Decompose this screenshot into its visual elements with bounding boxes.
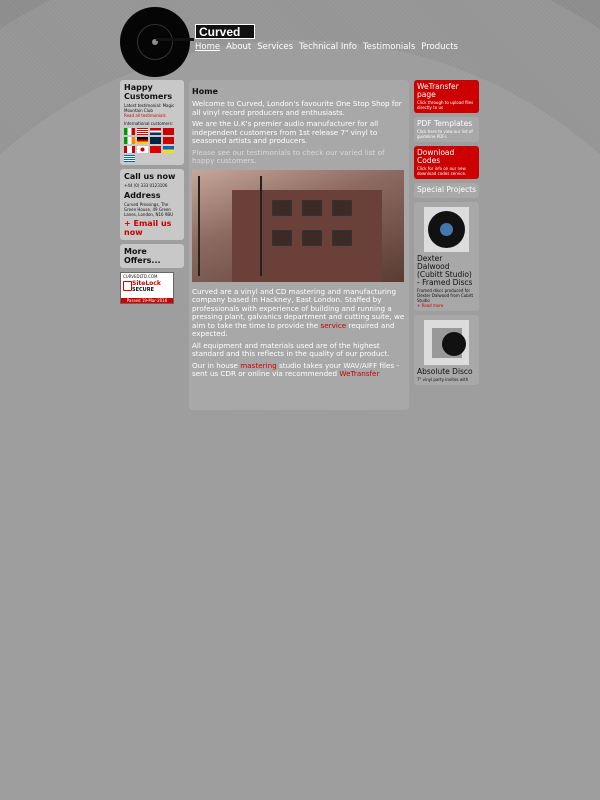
call-us-title: Call us now (124, 172, 176, 181)
download-codes-title: Download Codes (417, 148, 455, 165)
premier-paragraph: We are the U.K's premier audio manufacturer for all independent customers from 1st release 7" vinyl to seasoned artists and producers. (192, 119, 379, 145)
mastering-link[interactable]: mastering (240, 360, 277, 370)
flag-uk-icon (150, 137, 161, 144)
read-testimonials-link[interactable]: Read all testimonials (124, 113, 166, 118)
product-title: Dexter Dalwood (Cubitt Studio) - Framed Discs (417, 254, 473, 287)
left-sidebar (120, 80, 184, 304)
product-title: Absolute Disco (417, 367, 473, 376)
page-title: Home (192, 87, 218, 96)
read-more-link[interactable]: + Read more (417, 303, 444, 308)
flag-japan-icon (137, 146, 148, 153)
flag-greece-icon (124, 155, 135, 162)
flag-norway-icon (163, 137, 174, 144)
nav-home[interactable]: Home (195, 42, 221, 52)
product-card[interactable] (414, 315, 479, 385)
framed-disc-image (424, 207, 469, 252)
wetransfer-desc: Click through to upload files directly to us (417, 100, 474, 110)
nav-technical-info[interactable]: Technical Info (299, 42, 357, 52)
flag-germany-icon (137, 137, 148, 144)
sitelock-url: CURVEDLTD.COM (123, 274, 158, 279)
pdf-templates-title: PDF Templates (417, 119, 473, 128)
vinyl-sleeve-image (424, 320, 469, 365)
email-us-link[interactable]: + Email us now (124, 219, 172, 237)
right-sidebar (414, 80, 479, 389)
wetransfer-link[interactable]: WeTransfer (339, 369, 380, 378)
flag-netherlands-icon (150, 128, 161, 135)
building-photo (192, 170, 404, 282)
product-desc: Framed discs produced for Dexter Dalwood from Cubitt Studio (417, 288, 474, 303)
sitelock-badge[interactable] (120, 272, 174, 304)
pdf-templates-box[interactable] (414, 117, 479, 142)
nav-services[interactable]: Services (257, 42, 294, 52)
intro-paragraph: Welcome to Curved, London's favourite One Stop Shop for all vinyl record producers and enthusiasts. (192, 99, 402, 117)
download-codes-desc: Click for info on our new download codes service. (417, 166, 467, 176)
main-nav (195, 42, 458, 52)
main-content (189, 80, 409, 410)
about-paragraph: Curved are a vinyl and CD mastering and manufacturing company based in Hackney, East London. Staffed by professionals with experience of building and running a pressing plant, galvanics department and cutting suite, we aim to take the time to provide the service required and expected. (192, 286, 405, 338)
equipment-paragraph: All equipment and materials used are of the highest standard and this reflects in the quality of our product. (192, 340, 390, 358)
address-title: Address (124, 191, 161, 200)
phone-number[interactable]: +44 (0) 333 0123106 (124, 183, 168, 188)
testimonials-paragraph: Please see our testimonials to check our varied list of happy customers. (192, 147, 385, 165)
flag-italy-icon (124, 128, 135, 135)
country-flags (124, 128, 180, 162)
mastering-paragraph: Our in house mastering studio takes your WAV/AIFF files - sent us CDR or online via recommended WeTransfer (192, 360, 400, 378)
flag-ukraine-icon (163, 146, 174, 153)
pdf-templates-desc: Click here to view our list of guideline PDFs (417, 129, 473, 139)
nav-about[interactable]: About (226, 42, 252, 52)
flag-denmark-icon (163, 128, 174, 135)
product-desc: 7" vinyl party invites with (417, 377, 469, 382)
flag-ireland-icon (124, 137, 135, 144)
latest-testimonial[interactable]: Latest testimonial: Magic Mountain Club (124, 103, 175, 113)
address-text: Curved Pressings, The Green House, 49 Green Lanes, London, N16 9BU (124, 202, 174, 217)
sitelock-passed: Passed 19-Mar-2016 (121, 298, 173, 303)
nav-products[interactable]: Products (421, 42, 458, 52)
flag-usa-icon (137, 128, 148, 135)
special-projects-box[interactable] (414, 183, 479, 198)
brand-logo[interactable]: Curved (195, 24, 255, 39)
happy-customers-title: Happy Customers (124, 83, 173, 101)
nav-testimonials[interactable]: Testimonials (362, 42, 416, 52)
wetransfer-box[interactable] (414, 80, 479, 113)
more-offers-link[interactable]: More Offers... (120, 244, 184, 268)
service-link[interactable]: service (320, 320, 347, 330)
international-label: International customers: (124, 121, 174, 126)
contact-box (120, 169, 184, 240)
product-card[interactable] (414, 202, 479, 311)
download-codes-box[interactable] (414, 146, 479, 179)
lock-icon (123, 281, 132, 291)
wetransfer-title: WeTransfer page (417, 82, 459, 99)
flag-canada-icon (124, 146, 135, 153)
sitelock-secure: SECURE (132, 287, 155, 293)
happy-customers-box (120, 80, 184, 165)
special-projects-title: Special Projects (417, 185, 476, 194)
logo-record-icon[interactable] (120, 7, 190, 77)
logo-tonearm (156, 38, 194, 41)
sitelock-brand: SiteLock (132, 280, 161, 287)
flag-china-icon (150, 146, 161, 153)
